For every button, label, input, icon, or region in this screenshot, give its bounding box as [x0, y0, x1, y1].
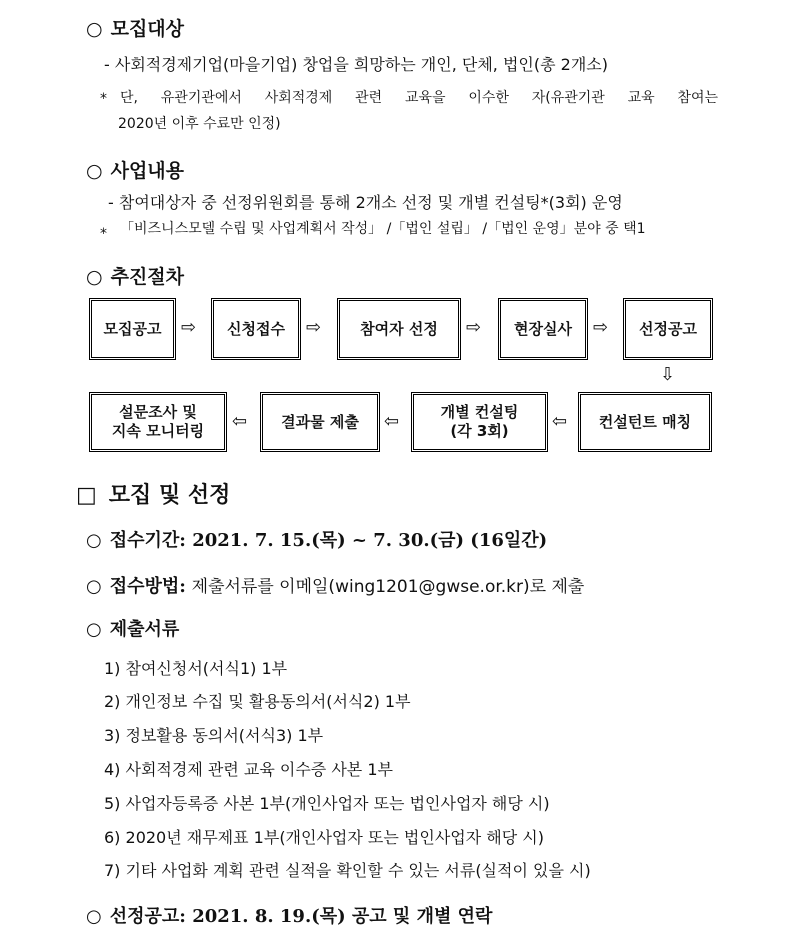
flow-step-consultant-matching: 컨설턴트 매칭 — [578, 392, 712, 452]
document-item: 4) 사회적경제 관련 교육 이수증 사본 1부 — [104, 760, 393, 779]
document-item: 3) 정보활용 동의서(서식3) 1부 — [104, 726, 324, 745]
circle-bullet-icon: ○ — [86, 906, 102, 927]
business-note: 「비즈니스모델 수립 및 사업계획서 작성」 /「법인 설립」 /「법인 운영」분야 중 택1 — [120, 221, 646, 237]
circle-bullet-icon: ○ — [86, 18, 103, 40]
document-item: 2) 개인정보 수집 및 활용동의서(서식2) 1부 — [104, 692, 411, 711]
documents-heading: ○ 제출서류 — [86, 619, 180, 640]
arrow-left-icon: ⇦ — [232, 411, 248, 432]
flow-step-site-inspection: 현장실사 — [498, 298, 588, 360]
business-line: - 참여대상자 중 선정위원회를 통해 2개소 선정 및 개별 컨설팅*(3회) 운영 — [108, 193, 623, 212]
recruit-note-line2: 2020년 이후 수료만 인정) — [118, 116, 281, 132]
recruit-target-heading: ○ 모집대상 — [86, 18, 185, 40]
arrow-right-icon: ⇨ — [306, 317, 322, 338]
recruit-target-line: - 사회적경제기업(마을기업) 창업을 희망하는 개인, 단체, 법인(총 2개소) — [104, 55, 609, 74]
flow-step-individual-consulting: 개별 컨설팅 (각 3회) — [411, 392, 548, 452]
selection-announcement: ○ 선정공고: 2021. 8. 19.(목) 공고 및 개별 연락 — [86, 906, 493, 927]
recruit-note-line1: 단, 유관기관에서 사회적경제 관련 교육을 이수한 자(유관기관 교육 참여는 — [120, 90, 718, 106]
document-item: 5) 사업자등록증 사본 1부(개인사업자 또는 법인사업자 해당 시) — [104, 794, 550, 813]
arrow-right-icon: ⇨ — [181, 317, 197, 338]
flow-step-participant-selection: 참여자 선정 — [337, 298, 461, 360]
flow-step-survey-monitoring: 설문조사 및 지속 모니터링 — [89, 392, 227, 452]
recruit-note-mark: * — [100, 91, 107, 107]
arrow-right-icon: ⇨ — [466, 317, 482, 338]
application-period: ○ 접수기간: 2021. 7. 15.(목) ~ 7. 30.(금) (16일간) — [86, 530, 548, 551]
circle-bullet-icon: ○ — [86, 160, 103, 182]
business-note-mark: * — [100, 226, 107, 242]
business-heading: ○ 사업내용 — [86, 160, 185, 182]
flow-step-recruit-notice: 모집공고 — [89, 298, 176, 360]
circle-bullet-icon: ○ — [86, 619, 102, 640]
procedure-heading: ○ 추진절차 — [86, 266, 185, 288]
circle-bullet-icon: ○ — [86, 266, 103, 288]
square-bullet-icon: □ — [76, 483, 97, 508]
document-item: 6) 2020년 재무제표 1부(개인사업자 또는 법인사업자 해당 시) — [104, 828, 544, 847]
arrow-right-icon: ⇨ — [593, 317, 609, 338]
document-item: 7) 기타 사업화 계획 관련 실적을 확인할 수 있는 서류(실적이 있을 시) — [104, 861, 591, 880]
flow-step-result-submission: 결과물 제출 — [260, 392, 380, 452]
application-method: ○ 접수방법: 제출서류를 이메일(wing1201@gwse.or.kr)로 제출 — [86, 576, 585, 597]
arrow-down-icon: ⇩ — [660, 364, 676, 385]
circle-bullet-icon: ○ — [86, 576, 102, 597]
arrow-left-icon: ⇦ — [384, 411, 400, 432]
selection-title: □ 모집 및 선정 — [76, 482, 231, 508]
circle-bullet-icon: ○ — [86, 530, 102, 551]
flow-step-application: 신청접수 — [211, 298, 301, 360]
document-item: 1) 참여신청서(서식1) 1부 — [104, 659, 288, 678]
flow-step-selection-notice: 선정공고 — [623, 298, 713, 360]
arrow-left-icon: ⇦ — [552, 411, 568, 432]
